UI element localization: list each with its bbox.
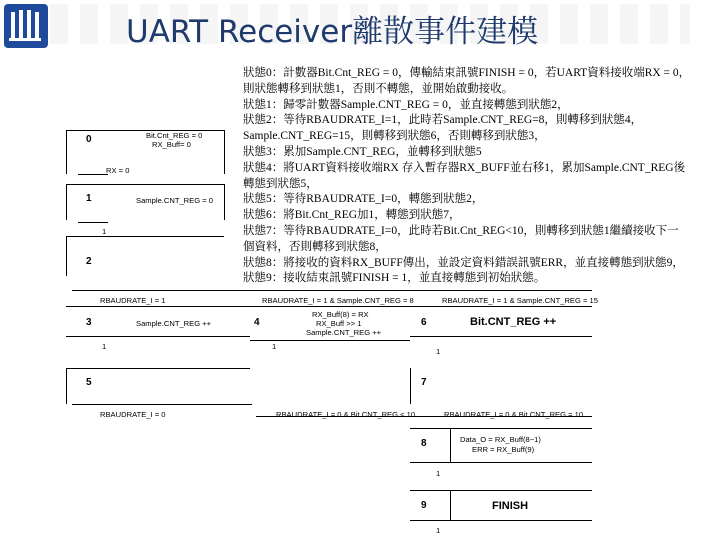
header bbox=[0, 0, 720, 52]
state-4-box-line bbox=[250, 340, 410, 341]
transition-line bbox=[78, 222, 108, 223]
state-0-box-line bbox=[66, 130, 67, 174]
description-line: 轉態到狀態5， bbox=[243, 177, 318, 190]
state-9-box-line bbox=[450, 490, 451, 520]
transition-condition: 1 bbox=[102, 227, 107, 236]
state-1-action: Sample.CNT_REG = 0 bbox=[136, 196, 214, 205]
transition-condition: RBAUDRATE_I = 1 & Sample.CNT_REG = 8 bbox=[262, 296, 414, 305]
state-5-box-line bbox=[66, 368, 250, 369]
state-0-box-line bbox=[224, 130, 225, 174]
state-8-box-line bbox=[410, 428, 592, 429]
transition-condition: RBAUDRATE_I = 0 bbox=[100, 410, 166, 419]
description-line: Sample.CNT_REG=15，則轉移到狀態6，否則轉移到狀態3， bbox=[243, 130, 546, 143]
description-line: 狀態3：累加Sample.CNT_REG，並轉移到狀態5 bbox=[243, 145, 482, 158]
state-6-box-line bbox=[410, 336, 592, 337]
state-2-box-line bbox=[66, 236, 67, 276]
rx-condition-line bbox=[78, 174, 108, 175]
state-9-box-line bbox=[410, 520, 592, 521]
transition-condition: RBAUDRATE_I = 0 & Bit.CNT_REG = 10 bbox=[444, 410, 584, 419]
state-8-action: ERR = RX_Buff(9) bbox=[472, 445, 535, 454]
description-line: 則狀態轉移到狀態1，否則不轉態，並開始啟動接收。 bbox=[243, 82, 514, 95]
state-6-action: Bit.CNT_REG ++ bbox=[470, 316, 557, 328]
state-3-label: 3 bbox=[86, 317, 92, 328]
school-logo bbox=[4, 4, 48, 48]
description-line: 狀態1：歸零計數器Sample.CNT_REG = 0，並直接轉態到狀態2， bbox=[243, 98, 569, 111]
state-description bbox=[243, 66, 713, 287]
state-4-box-line bbox=[250, 306, 410, 307]
branch-line bbox=[72, 290, 592, 291]
state-0-action: RX_Buff= 0 bbox=[152, 140, 191, 149]
description-line: 狀態8：將接收的資料RX_BUFF傳出，並設定資料錯誤訊號ERR，並直接轉態到狀態9， bbox=[243, 256, 684, 269]
state-2-label: 2 bbox=[86, 256, 92, 267]
state-8-box-line bbox=[410, 462, 592, 463]
state-1-box-line bbox=[66, 184, 67, 220]
state-7-label: 7 bbox=[421, 377, 427, 388]
state-3-action: Sample.CNT_REG ++ bbox=[136, 319, 212, 328]
transition-condition: 1 bbox=[102, 342, 107, 351]
transition-condition: 1 bbox=[436, 469, 441, 478]
state-4-action: RX_Buff >> 1 bbox=[316, 319, 362, 328]
state-3-box-line bbox=[66, 306, 250, 307]
state-6-label: 6 bbox=[421, 317, 427, 328]
description-line: 狀態4：將UART資料接收端RX 存入暫存器RX_BUFF並右移1，累加Sample.CNT_REG後 bbox=[243, 161, 686, 174]
description-line: 狀態5：等待RBAUDRATE_I=0，轉態到狀態2， bbox=[243, 193, 484, 206]
state-7-box-line bbox=[410, 368, 411, 404]
state-4-action: RX_Buff(8) = RX bbox=[312, 310, 369, 319]
description-line: 狀態6：將Bit.Cnt_REG加1，轉態到狀態7， bbox=[243, 209, 461, 222]
description-line: 個資料，否則轉移到狀態8， bbox=[243, 240, 387, 253]
state-0-action: Bit.Cnt_REG = 0 bbox=[146, 131, 203, 140]
transition-condition: RBAUDRATE_I = 0 & Bit.CNT_REG < 10 bbox=[276, 410, 416, 419]
state-2-box-line bbox=[66, 236, 224, 237]
state-9-box-line bbox=[410, 490, 592, 491]
description-line: 狀態0：計數器Bit.Cnt_REG = 0，傳輸結束訊號FINISH = 0，若UART資料接收端RX = 0， bbox=[243, 67, 691, 79]
description-line: 狀態7：等待RBAUDRATE_I=0，此時若Bit.Cnt_REG<10，則轉移到狀態1繼續接收下一 bbox=[243, 224, 679, 237]
state-1-label: 1 bbox=[86, 193, 92, 204]
state-9-label: 9 bbox=[421, 500, 427, 511]
state-1-box-line bbox=[66, 184, 224, 185]
state-1-box-line bbox=[224, 184, 225, 220]
state-5-label: 5 bbox=[86, 377, 92, 388]
transition-condition: RX = 0 bbox=[106, 166, 130, 175]
branch-line-2 bbox=[72, 404, 252, 405]
transition-condition: RBAUDRATE_I = 1 & Sample.CNT_REG = 15 bbox=[442, 296, 599, 305]
state-6-box-line bbox=[410, 306, 592, 307]
state-5-box-line bbox=[66, 368, 67, 404]
logo-emblem-icon bbox=[4, 4, 48, 48]
state-8-action: Data_O = RX_Buff(8~1) bbox=[460, 435, 541, 444]
state-8-label: 8 bbox=[421, 438, 427, 449]
transition-condition: 1 bbox=[436, 347, 441, 356]
state-3-box-line bbox=[66, 336, 250, 337]
page-title: UART Receiver離散事件建模 bbox=[126, 14, 539, 50]
description-line: 狀態2：等待RBAUDRATE_I=1，此時若Sample.CNT_REG=8，則轉移到狀態4， bbox=[243, 114, 643, 127]
transition-condition: 1 bbox=[272, 342, 277, 351]
state-4-action: Sample.CNT_REG ++ bbox=[306, 328, 382, 337]
state-4-label: 4 bbox=[254, 317, 260, 328]
description-line: 狀態9：接收結束訊號FINISH = 1，並直接轉態到初始狀態。 bbox=[243, 272, 546, 285]
transition-condition: 1 bbox=[436, 526, 441, 535]
state-9-action: FINISH bbox=[492, 500, 529, 512]
state-0-label: 0 bbox=[86, 134, 92, 145]
state-8-box-line bbox=[450, 428, 451, 462]
transition-condition: RBAUDRATE_I = 1 bbox=[100, 296, 166, 305]
